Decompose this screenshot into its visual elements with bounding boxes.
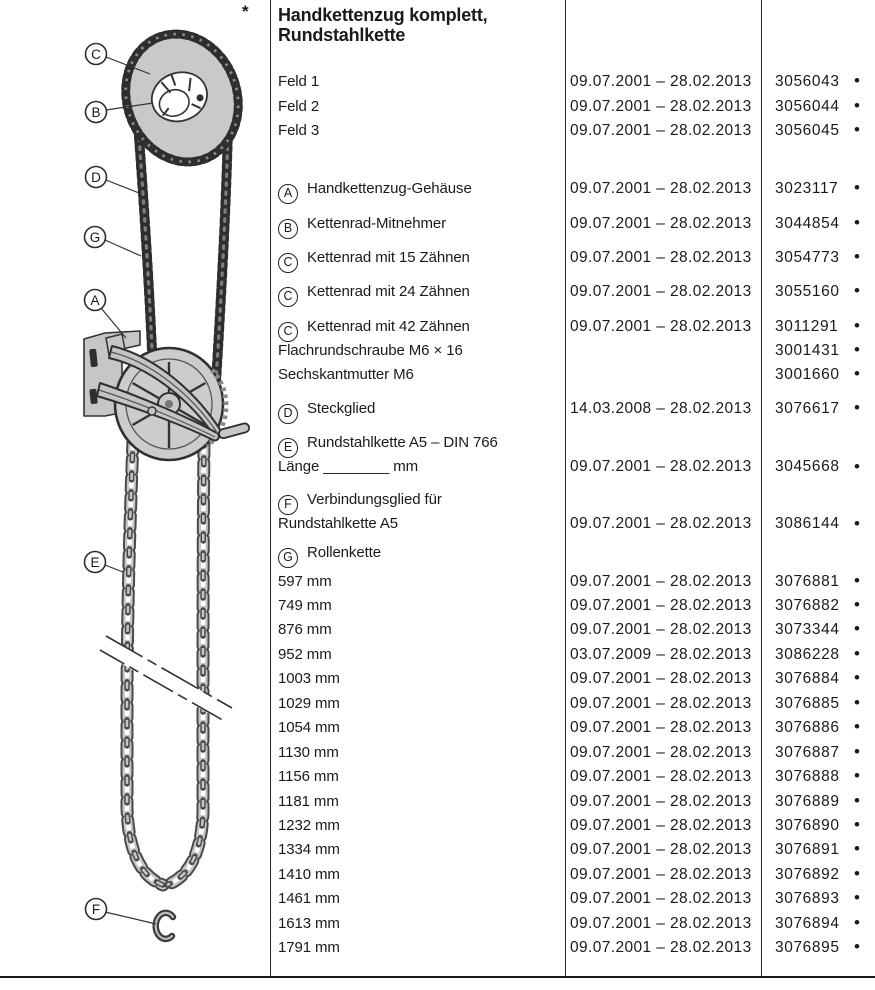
row-date-range: 09.07.2001 – 28.02.2013 — [570, 817, 752, 834]
row-description — [278, 790, 339, 814]
row-part-number: 3044854 — [775, 214, 840, 232]
part-label: 1054 mm — [278, 719, 340, 737]
table-row — [270, 280, 875, 304]
row-bullet: • — [854, 212, 860, 232]
callout-letter-c: C — [91, 46, 101, 62]
row-bullet: • — [854, 397, 860, 417]
hoist-housing — [84, 331, 250, 460]
row-bullet: • — [854, 514, 860, 533]
row-bullet: • — [854, 912, 860, 932]
part-label: 1334 mm — [278, 841, 340, 859]
row-description-line1 — [278, 119, 319, 143]
row-part-number: 3076889 — [775, 792, 840, 810]
row-description-line1 — [278, 838, 340, 862]
row-description — [278, 741, 339, 765]
table-row — [270, 594, 875, 618]
part-label: 1613 mm — [278, 914, 340, 932]
row-bullet: • — [854, 178, 860, 197]
row-date-range: 09.07.2001 – 28.02.2013 — [570, 97, 752, 115]
table-row — [270, 212, 875, 236]
table-row — [270, 70, 875, 94]
row-date-range: 09.07.2001 – 28.02.2013 — [570, 865, 752, 883]
part-label: 597 mm — [278, 572, 332, 590]
row-description-line1 — [278, 246, 470, 270]
part-label: 952 mm — [278, 645, 332, 663]
row-date-range: 09.07.2001 – 28.02.2013 — [570, 621, 752, 639]
callout-letter-a: A — [90, 292, 100, 308]
row-description — [278, 936, 340, 960]
callout-letter-e: E — [90, 554, 100, 570]
row-part-number: 3076894 — [775, 914, 840, 932]
row-bullet: • — [854, 95, 860, 115]
row-description — [278, 315, 470, 339]
row-part-number: 3086228 — [775, 645, 840, 663]
row-bullet: • — [854, 766, 860, 786]
row-description-line1 — [278, 643, 332, 667]
row-description — [278, 887, 340, 911]
row-bullet: • — [854, 570, 860, 590]
break-marks — [100, 636, 233, 722]
row-part-number: 3076893 — [775, 890, 840, 908]
row-part-number: 3076884 — [775, 670, 840, 688]
row-description — [278, 339, 463, 363]
bottom-rule — [0, 976, 875, 978]
table-row — [270, 119, 875, 143]
row-bullet: • — [854, 790, 860, 810]
table-row — [270, 363, 875, 387]
row-date-range: 09.07.2001 – 28.02.2013 — [570, 515, 752, 532]
part-label: Sechskantmutter M6 — [278, 366, 414, 383]
row-description — [278, 838, 340, 862]
row-bullet: • — [854, 888, 860, 908]
part-letter-badge: A — [278, 184, 298, 204]
row-description — [278, 618, 332, 642]
table-row — [270, 431, 875, 479]
row-bullet: • — [854, 692, 860, 712]
row-bullet: • — [854, 717, 860, 737]
row-description — [278, 814, 340, 838]
table-row — [270, 936, 875, 960]
row-bullet: • — [854, 643, 860, 663]
row-bullet: • — [854, 741, 860, 761]
row-part-number: 3073344 — [775, 621, 840, 639]
row-part-number: 3045668 — [775, 458, 840, 475]
table-row — [270, 397, 875, 421]
row-date-range: 14.03.2008 – 28.02.2013 — [570, 399, 752, 417]
row-description — [278, 716, 340, 740]
row-part-number: 3076890 — [775, 817, 840, 834]
part-label: 876 mm — [278, 621, 332, 639]
row-description-line1 — [278, 863, 340, 887]
row-date-range: 09.07.2001 – 28.02.2013 — [570, 792, 752, 810]
row-bullet: • — [854, 937, 860, 957]
row-description-line1 — [278, 936, 340, 960]
row-description — [278, 431, 498, 479]
row-description — [278, 363, 414, 387]
row-part-number: 3056043 — [775, 73, 840, 90]
table-row — [270, 643, 875, 667]
row-part-number: 3011291 — [775, 317, 839, 335]
row-description-line1 — [278, 95, 319, 119]
connecting-link — [156, 913, 173, 939]
row-description-line1 — [278, 541, 381, 565]
row-bullet: • — [854, 815, 860, 834]
row-part-number: 3056044 — [775, 97, 840, 115]
row-part-number: 3076885 — [775, 694, 840, 712]
row-bullet: • — [854, 281, 860, 300]
row-date-range: 09.07.2001 – 28.02.2013 — [570, 890, 752, 908]
row-description-line1 — [278, 70, 319, 94]
part-label: Rollenkette — [307, 543, 381, 561]
footnote-asterisk: * — [242, 2, 249, 21]
row-part-number: 3055160 — [775, 283, 840, 300]
row-part-number: 3076891 — [775, 841, 840, 859]
table-row — [270, 570, 875, 594]
row-date-range: 09.07.2001 – 28.02.2013 — [570, 841, 752, 859]
table-row — [270, 618, 875, 642]
part-letter-badge: E — [278, 438, 298, 458]
part-label: Kettenrad mit 15 Zähnen — [307, 248, 470, 266]
row-date-range: 09.07.2001 – 28.02.2013 — [570, 694, 752, 712]
row-date-range: 09.07.2001 – 28.02.2013 — [570, 719, 752, 737]
row-bullet: • — [854, 594, 860, 614]
row-bullet: • — [854, 863, 860, 883]
row-description-line1 — [278, 692, 340, 716]
row-bullet: • — [854, 619, 860, 639]
row-description-line1 — [278, 397, 375, 421]
row-description — [278, 594, 332, 618]
row-description-line2 — [278, 455, 498, 479]
table-row — [270, 246, 875, 270]
callout-letter-b: B — [91, 104, 101, 120]
row-date-range: 09.07.2001 – 28.02.2013 — [570, 572, 752, 590]
table-row — [270, 541, 875, 565]
table-row — [270, 790, 875, 814]
table-row — [270, 838, 875, 862]
row-date-range: 09.07.2001 – 28.02.2013 — [570, 768, 752, 786]
row-description-line1 — [278, 212, 446, 236]
row-description-line1 — [278, 488, 442, 512]
part-label-line2: Länge ________ mm — [278, 458, 419, 475]
part-label: 1181 mm — [278, 792, 339, 810]
row-date-range: 09.07.2001 – 28.02.2013 — [570, 214, 752, 232]
part-label: Feld 2 — [278, 97, 320, 115]
part-letter-badge: D — [278, 404, 298, 424]
part-label: Steckglied — [307, 399, 376, 417]
page-title-line2: Rundstahlkette — [278, 24, 406, 45]
part-label: Feld 3 — [278, 122, 320, 139]
page-title-line1: Handkettenzug komplett, — [278, 5, 488, 25]
hoist-illustration — [0, 0, 270, 990]
part-label: 749 mm — [278, 596, 332, 614]
row-part-number: 3023117 — [775, 180, 839, 197]
row-description-line1 — [278, 741, 339, 765]
row-part-number: 3001660 — [775, 366, 840, 383]
part-label-line2: Rundstahlkette A5 — [278, 515, 399, 532]
part-label: Kettenrad-Mitnehmer — [307, 214, 446, 232]
part-label: Rundstahlkette A5 – DIN 766 — [307, 434, 498, 451]
table-row — [270, 887, 875, 911]
part-label: 1156 mm — [278, 768, 339, 786]
row-date-range: 09.07.2001 – 28.02.2013 — [570, 670, 752, 688]
row-part-number: 3056045 — [775, 122, 840, 139]
row-date-range: 03.07.2009 – 28.02.2013 — [570, 645, 752, 663]
row-date-range: 09.07.2001 – 28.02.2013 — [570, 180, 752, 197]
table-row — [270, 95, 875, 119]
row-description — [278, 95, 319, 119]
row-date-range: 09.07.2001 – 28.02.2013 — [570, 914, 752, 932]
part-letter-badge: G — [278, 548, 298, 568]
table-row — [270, 863, 875, 887]
table-row — [270, 692, 875, 716]
callout-letter-d: D — [91, 169, 101, 185]
part-letter-badge: C — [278, 322, 298, 342]
row-description — [278, 912, 340, 936]
row-bullet: • — [854, 457, 860, 476]
row-part-number: 3076882 — [775, 596, 840, 614]
row-date-range: 09.07.2001 – 28.02.2013 — [570, 596, 752, 614]
part-label: 1130 mm — [278, 743, 339, 761]
table-row — [270, 667, 875, 691]
row-description — [278, 397, 375, 421]
row-part-number: 3076881 — [775, 572, 840, 590]
row-description-line1 — [278, 667, 340, 691]
row-bullet: • — [854, 668, 860, 688]
part-label: 1791 mm — [278, 939, 340, 957]
part-letter-badge: C — [278, 253, 298, 273]
row-description — [278, 541, 381, 565]
row-description — [278, 488, 442, 536]
table-row — [270, 765, 875, 789]
row-part-number: 3076887 — [775, 743, 840, 761]
row-description-line1 — [278, 912, 340, 936]
part-label: Verbindungsglied für — [307, 491, 442, 508]
row-bullet: • — [854, 71, 860, 90]
table-row — [270, 814, 875, 838]
callout-labels — [85, 44, 107, 920]
row-part-number: 3076617 — [775, 399, 840, 417]
row-bullet: • — [854, 315, 860, 335]
row-bullet: • — [854, 364, 860, 383]
part-label: 1029 mm — [278, 694, 340, 712]
row-description-line1 — [278, 177, 472, 201]
part-label: Kettenrad mit 42 Zähnen — [307, 317, 470, 335]
part-letter-badge: C — [278, 287, 298, 307]
row-date-range: 09.07.2001 – 28.02.2013 — [570, 458, 752, 475]
row-date-range: 09.07.2001 – 28.02.2013 — [570, 317, 752, 335]
row-description-line2 — [278, 512, 442, 536]
row-date-range: 09.07.2001 – 28.02.2013 — [570, 248, 752, 266]
parts-table — [270, 0, 875, 976]
sprocket-wheel — [107, 17, 257, 179]
row-description-line1 — [278, 570, 332, 594]
row-part-number: 3054773 — [775, 248, 840, 266]
row-date-range: 09.07.2001 – 28.02.2013 — [570, 283, 752, 300]
row-description-line1 — [278, 790, 339, 814]
part-label: 1232 mm — [278, 817, 340, 834]
callout-letter-g: G — [89, 229, 101, 245]
row-date-range: 09.07.2001 – 28.02.2013 — [570, 939, 752, 957]
row-date-range: 09.07.2001 – 28.02.2013 — [570, 73, 752, 90]
row-date-range: 09.07.2001 – 28.02.2013 — [570, 122, 752, 139]
part-letter-badge: F — [278, 495, 298, 515]
part-label: Feld 1 — [278, 73, 320, 90]
part-letter-badge: B — [278, 219, 298, 239]
row-description — [278, 177, 472, 201]
row-description — [278, 765, 339, 789]
row-description — [278, 280, 470, 304]
part-label: 1410 mm — [278, 865, 340, 883]
row-description — [278, 246, 470, 270]
row-description-line1 — [278, 765, 339, 789]
row-description-line1 — [278, 814, 340, 838]
table-row — [270, 315, 875, 339]
row-part-number: 3086144 — [775, 515, 840, 532]
row-description-line1 — [278, 339, 463, 363]
row-date-range: 09.07.2001 – 28.02.2013 — [570, 743, 752, 761]
part-label: Kettenrad mit 24 Zähnen — [307, 283, 470, 300]
part-label: 1003 mm — [278, 670, 340, 688]
row-description — [278, 212, 446, 236]
row-bullet: • — [854, 120, 860, 139]
row-part-number: 3076888 — [775, 768, 840, 786]
part-label: 1461 mm — [278, 890, 340, 908]
table-row — [270, 912, 875, 936]
row-description-line1 — [278, 618, 332, 642]
row-part-number: 3076886 — [775, 719, 840, 737]
part-label: Flachrundschraube M6 × 16 — [278, 341, 463, 359]
row-part-number: 3001431 — [775, 341, 840, 359]
row-description-line1 — [278, 363, 414, 387]
table-row — [270, 488, 875, 536]
row-description — [278, 119, 319, 143]
row-description — [278, 863, 340, 887]
row-bullet: • — [854, 839, 860, 859]
row-description-line1 — [278, 716, 340, 740]
row-bullet: • — [854, 339, 860, 359]
row-part-number: 3076895 — [775, 939, 840, 957]
row-description — [278, 70, 319, 94]
table-row — [270, 339, 875, 363]
row-description-line1 — [278, 431, 498, 455]
row-description — [278, 667, 340, 691]
row-description — [278, 643, 332, 667]
row-description-line1 — [278, 280, 470, 304]
row-description-line1 — [278, 315, 470, 339]
row-description-line1 — [278, 594, 332, 618]
row-description — [278, 570, 332, 594]
row-description-line1 — [278, 887, 340, 911]
callout-letter-f: F — [91, 901, 101, 917]
row-part-number: 3076892 — [775, 865, 840, 883]
row-description — [278, 692, 340, 716]
part-label: Handkettenzug-Gehäuse — [307, 180, 472, 197]
table-row — [270, 177, 875, 201]
table-row — [270, 716, 875, 740]
table-row — [270, 741, 875, 765]
row-bullet: • — [854, 246, 860, 266]
